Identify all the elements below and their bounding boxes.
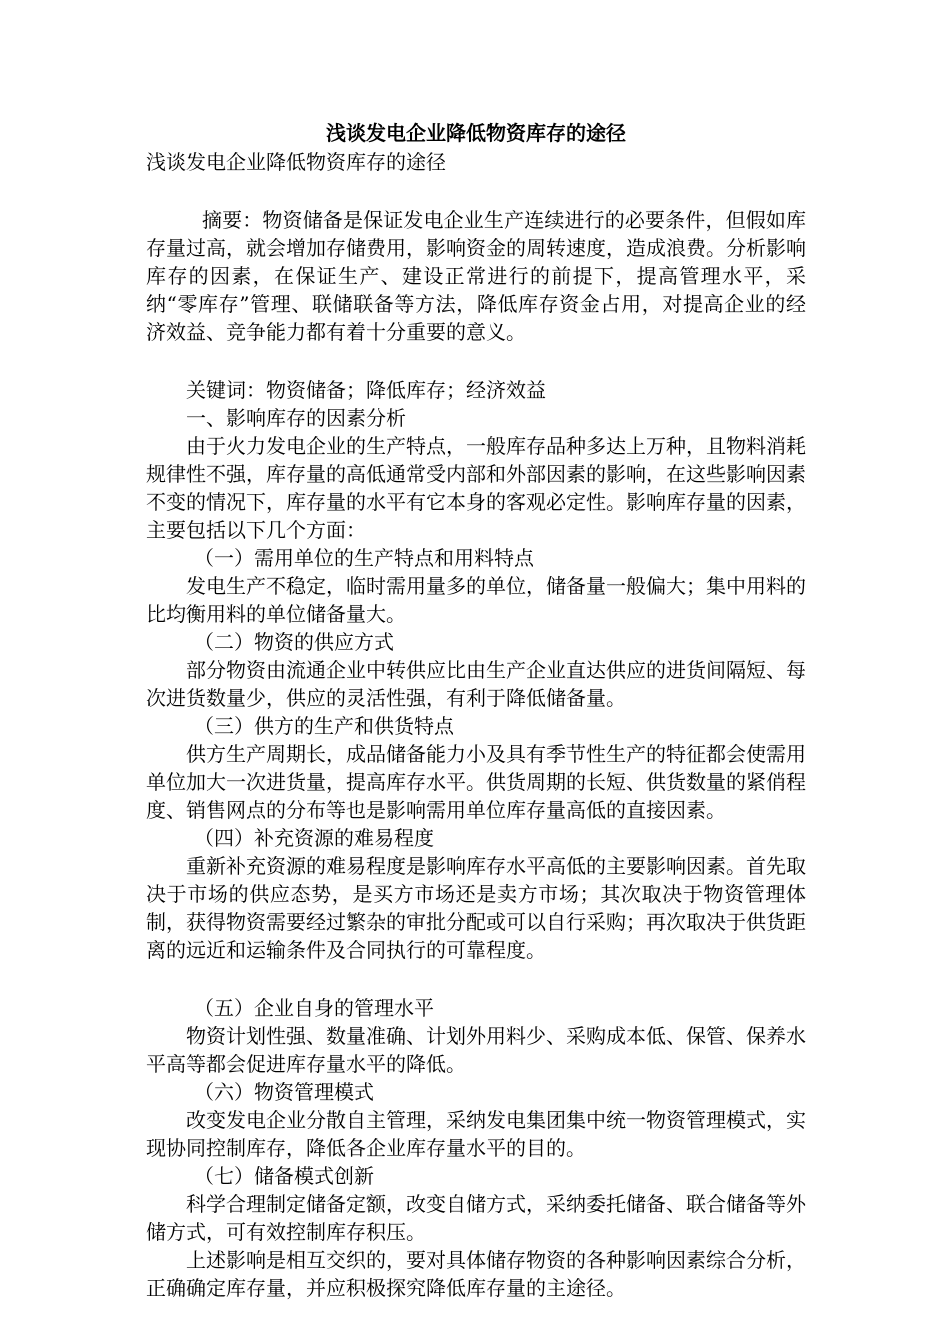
- subsection-heading: （一）需用单位的生产特点和用料特点: [194, 546, 534, 570]
- conclusion-paragraph: 上述影响是相互交织的，要对具体储存物资的各种影响因素综合分析，正确确定库存量，并应积极探究降低库存量的主途径。: [146, 1248, 806, 1300]
- keywords-line: 关键词：物资储备；降低库存；经济效益: [186, 378, 546, 402]
- subsection-heading: （七）储备模式创新: [194, 1164, 374, 1188]
- section-intro-paragraph: 由于火力发电企业的生产特点，一般库存品种多达上万种，且物料消耗规律性不强，库存量的高低通常受内部和外部因素的影响，在这些影响因素不变的情况下，库存量的水平有它本身的客观必定性。影响库存量的因素，主要包括以下几个方面：: [146, 434, 806, 542]
- subsection-heading: （六）物资管理模式: [194, 1080, 374, 1104]
- subsection-heading: （四）补充资源的难易程度: [194, 826, 434, 850]
- document-title: 浅谈发电企业降低物资库存的途径: [326, 121, 626, 145]
- document-page: [146, 118, 806, 1302]
- subsection-paragraph: 改变发电企业分散自主管理，采纳发电集团集中统一物资管理模式，实现协同控制库存，降低各企业库存量水平的目的。: [146, 1108, 806, 1160]
- subsection-paragraph: 供方生产周期长，成品储备能力小及具有季节性生产的特征都会使需用单位加大一次进货量，提高库存水平。供货周期的长短、供货数量的紧俏程度、销售网点的分布等也是影响需用单位库存量高低的直接因素。: [146, 742, 806, 822]
- subsection-heading: （三）供方的生产和供货特点: [194, 714, 454, 738]
- section-heading: 一、影响库存的因素分析: [186, 406, 406, 430]
- subsection-heading: （五）企业自身的管理水平: [194, 996, 434, 1020]
- blank-line: [146, 346, 806, 376]
- subsection-paragraph: 部分物资由流通企业中转供应比由生产企业直达供应的进货间隔短、每次进货数量少，供应的灵活性强，有利于降低储备量。: [146, 658, 806, 710]
- blank-line: [146, 176, 806, 206]
- subsection-paragraph: 科学合理制定储备定额，改变自储方式，采纳委托储备、联合储备等外储方式，可有效控制库存积压。: [146, 1192, 806, 1244]
- document-subtitle: 浅谈发电企业降低物资库存的途径: [146, 150, 446, 174]
- subsection-heading: （二）物资的供应方式: [194, 630, 394, 654]
- abstract-paragraph: 摘要：物资储备是保证发电企业生产连续进行的必要条件，但假如库存量过高，就会增加存储费用，影响资金的周转速度，造成浪费。分析影响库存的因素，在保证生产、建设正常进行的前提下，提高管理水平，采纳“零库存”管理、联储联备等方法，降低库存资金占用，对提高企业的经济效益、竞争能力都有着十分重要的意义。: [146, 208, 806, 344]
- blank-line: [146, 964, 806, 994]
- subsection-paragraph: 发电生产不稳定，临时需用量多的单位，储备量一般偏大；集中用料的比均衡用料的单位储备量大。: [146, 574, 806, 626]
- subsection-paragraph: 重新补充资源的难易程度是影响库存水平高低的主要影响因素。首先取决于市场的供应态势，是买方市场还是卖方市场；其次取决于物资管理体制，获得物资需要经过繁杂的审批分配或可以自行采购；再次取决于供货距离的远近和运输条件及合同执行的可靠程度。: [146, 854, 806, 962]
- subsection-paragraph: 物资计划性强、数量准确、计划外用料少、采购成本低、保管、保养水平高等都会促进库存量水平的降低。: [146, 1024, 806, 1076]
